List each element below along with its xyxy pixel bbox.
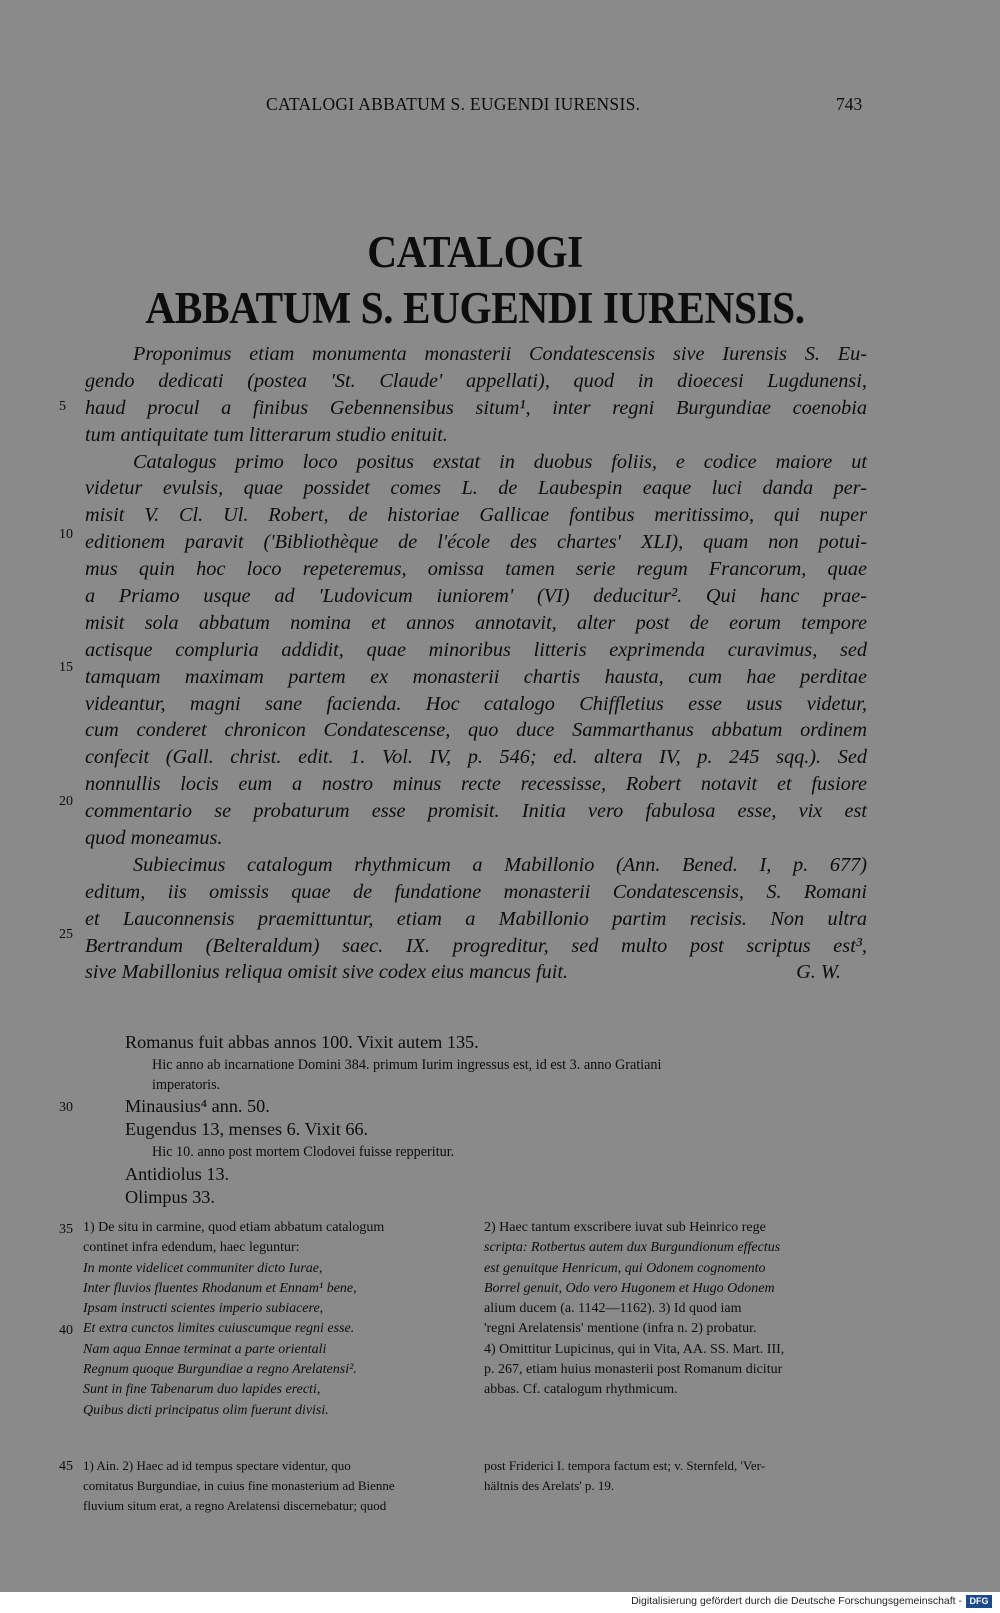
intro-line: actisque compluria addidit, quae minoribus litteris exprimenda curavimus, sed [85, 638, 867, 661]
intro-line: Bertrandum (Belteraldum) saec. IX. progreditur, sed multo post scriptus est³, [85, 934, 867, 957]
catalog-note-line: imperatoris. [152, 1076, 221, 1093]
intro-line: Catalogus primo loco positus exstat in duobus foliis, e codice maiore ut [133, 450, 867, 473]
intro-line: mus quin hoc loco repeteremus, omissa tamen serie regum Francorum, quae [85, 558, 867, 581]
subnote-line: hältnis des Arelats' p. 19. [484, 1478, 615, 1493]
footnote-line: 1) De situ in carmine, quod etiam abbatum catalogum [83, 1220, 385, 1235]
footnote-verse: Nam aqua Ennae terminat a parte orientali [83, 1341, 327, 1357]
footnote-verse: Inter fluvios fluentes Rhodanum et Ennam¹ bene, [83, 1280, 357, 1296]
intro-line: tum antiquitate tum litterarum studio enituit. [85, 423, 448, 446]
footnote-line: scripta: Rotbertus autem dux Burgundionum effectus [484, 1240, 781, 1256]
intro-line: confecit (Gall. christ. edit. 1. Vol. IV, p. 546; ed. altera IV, p. 245 sqq.). Sed [85, 746, 867, 769]
line-number-20: 20 [59, 794, 73, 809]
line-number-40: 40 [59, 1323, 73, 1338]
introduction-text [85, 341, 867, 986]
intro-line: tamquam maximam partem ex monasterii chartis hausta, cum hae perditae [85, 665, 867, 688]
intro-line: editum, iis omissis quae de fundatione monasterii Condatescensis, S. Romani [85, 880, 867, 903]
dfg-logo: DFG [966, 1595, 992, 1608]
footnote-verse: Et extra cunctos limites cuiuscumque regni esse. [83, 1321, 355, 1337]
digitization-credit: Digitalisierung gefördert durch die Deutsche Forschungsgemeinschaft - [631, 1595, 962, 1607]
line-number-5: 5 [59, 399, 66, 414]
intro-line: cum conderet chronicon Condatescense, quo duce Sammarthanus abbatum ordinem [85, 719, 867, 742]
footnote-line: est genuitque Henricum, qui Odonem cognomento [484, 1260, 766, 1276]
subnotes-right-column [484, 1456, 866, 1496]
footnote-line: 'regni Arelatensis' mentione (infra n. 2) probatur. [484, 1321, 757, 1337]
intro-line: commentario se probaturum esse promisit. Initia vero fabulosa esse, vix est [85, 800, 867, 823]
footnotes-right-column [484, 1218, 866, 1401]
catalog-entry: Antidiolus 13. [125, 1163, 230, 1184]
line-number-35: 35 [59, 1222, 73, 1237]
intro-line: videtur evulsis, quae possidet comes L. de Laubespin eaque luci danda per- [85, 477, 867, 500]
footnote-line: 2) Haec tantum exscribere iuvat sub Heinrico rege [484, 1220, 766, 1235]
intro-line: gendo dedicati (postea 'St. Claude' appellati), quod in dioecesi Lugdunensi, [85, 369, 867, 392]
intro-line: et Lauconnensis praemittuntur, etiam a Mabillonio partim recisis. Non ultra [85, 907, 867, 930]
intro-line: editionem paravit ('Bibliothèque de l'école des chartes' XLI), quam non potui- [85, 531, 867, 554]
running-title: CATALOGI ABBATUM S. EUGENDI IURENSIS. [266, 94, 641, 114]
footnotes-left-column [83, 1218, 467, 1421]
catalog-entry: Romanus fuit abbas annos 100. Vixit autem 135. [125, 1032, 479, 1052]
footnote-verse: Ipsam instructi scientes imperio subiacere, [83, 1301, 324, 1317]
intro-line: misit V. Cl. Ul. Robert, de historiae Gallicae fontibus meritissimo, qui nuper [85, 504, 867, 527]
intro-line: a Priamo usque ad 'Ludovicum iuniorem' (VI) deducitur². Qui hanc prae- [85, 585, 867, 608]
catalog-entry: Olimpus 33. [125, 1187, 215, 1208]
catalog-entry: Minausius⁴ ann. 50. [125, 1095, 270, 1116]
line-number-30: 30 [59, 1100, 73, 1115]
intro-line: misit sola abbatum nomina et annos annotavit, alter post de eorum tempore [85, 611, 867, 634]
intro-line: quod moneamus. [85, 827, 223, 850]
author-signature: G. W. [796, 961, 841, 984]
footnote-line: continet infra edendum, haec leguntur: [83, 1240, 300, 1256]
catalog-note [125, 1055, 865, 1095]
intro-line: nonnullis locis eum a nostro minus recte recessisse, Robert notavit et fusiore [85, 773, 867, 796]
abbot-catalog [125, 1031, 865, 1210]
footnote-verse: Regnum quoque Burgundiae a regno Arelatensi². [83, 1362, 357, 1378]
intro-line-signed [85, 959, 867, 986]
footnote-verse: In monte videlicet communiter dicto Iurae, [83, 1260, 323, 1276]
footnote-line: p. 267, etiam huius monasterii post Romanum dicitur [484, 1362, 783, 1378]
line-number-15: 15 [59, 660, 73, 675]
intro-line: Subiecimus catalogum rhythmicum a Mabillonio (Ann. Bened. I, p. 677) [133, 853, 867, 876]
intro-line: videantur, magni sane facienda. Hoc catalogo Chiffletius esse usus videtur, [85, 692, 867, 715]
subnotes-left-column [83, 1456, 467, 1516]
footnote-line: Borrel genuit, Odo vero Hugonem et Hugo Odonem [484, 1280, 775, 1296]
catalog-note-line: Hic anno ab incarnatione Domini 384. primum Iurim ingressus est, id est 3. anno Gratiani [152, 1056, 662, 1073]
subnote-line: fluvium situm erat, a regno Arelatensi discernebatur; quod [83, 1498, 387, 1513]
subnote-line: comitatus Burgundiae, in cuius fine monasterium ad Bienne [83, 1478, 395, 1493]
main-title-line-2: ABBATUM S. EUGENDI IURENSIS. [145, 283, 805, 333]
main-title-line-1: CATALOGI [367, 227, 583, 277]
intro-line: sive Mabillonius reliqua omisit sive codex eius mancus fuit. [85, 961, 569, 984]
page-number: 743 [836, 94, 863, 114]
subnote-line: 1) Ain. 2) Haec ad id tempus spectare videntur, quo [83, 1458, 351, 1473]
footnote-line: abbas. Cf. catalogum rhythmicum. [484, 1382, 678, 1398]
footnote-line: 4) Omittitur Lupicinus, qui in Vita, AA. SS. Mart. III, [484, 1341, 785, 1357]
line-number-10: 10 [59, 527, 73, 542]
catalog-note: Hic 10. anno post mortem Clodovei fuisse repperitur. [152, 1143, 455, 1160]
line-number-45: 45 [59, 1459, 73, 1474]
catalog-entry: Eugendus 13, menses 6. Vixit 66. [125, 1119, 369, 1140]
footnote-verse: Quibus dicti principatus olim fuerunt divisi. [83, 1402, 329, 1418]
footnote-line: alium ducem (a. 1142—1162). 3) Id quod iam [484, 1301, 742, 1317]
intro-line: Proponimus etiam monumenta monasterii Condatescensis sive Iurensis S. Eu- [133, 343, 867, 365]
subnote-line: post Friderici I. tempora factum est; v. Sternfeld, 'Ver- [484, 1458, 766, 1473]
intro-line: haud procul a finibus Gebennensibus situm¹, inter regni Burgundiae coenobia [85, 396, 867, 419]
line-number-25: 25 [59, 927, 73, 942]
footnote-verse: Sunt in fine Tabenarum duo lapides erecti, [83, 1382, 321, 1398]
